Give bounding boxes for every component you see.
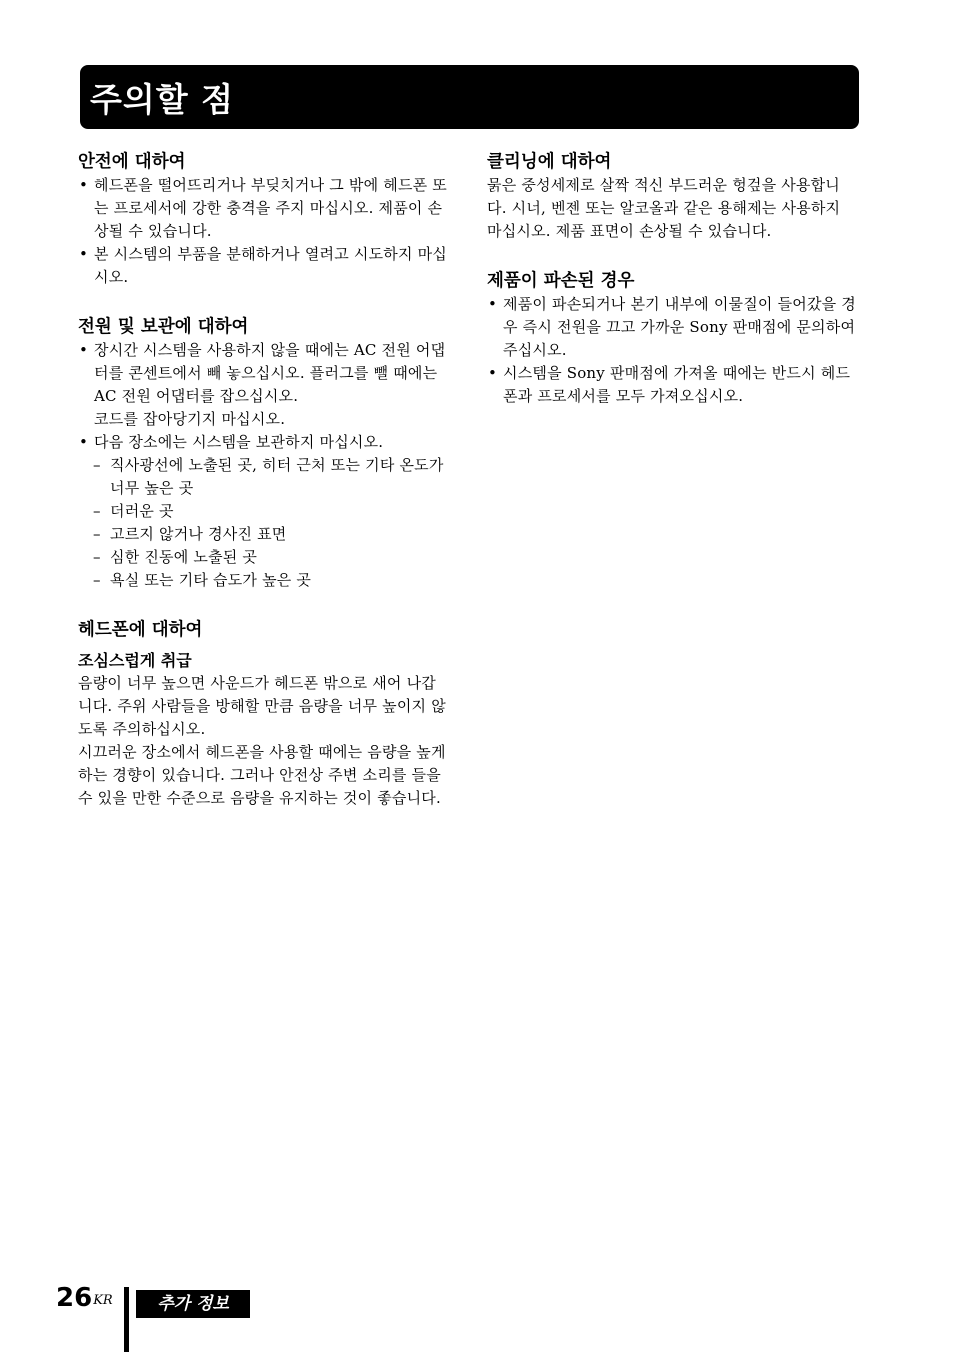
cleaning-paragraph: 묽은 중성세제로 살짝 적신 부드러운 헝겊을 사용합니다. 시너, 벤젠 또는 알코올과 같은 용해제는 사용하지 마십시오. 제품 표면이 손상될 수 있습니다. <box>487 176 841 240</box>
damage-heading: 제품이 파손된 경우 <box>487 271 635 291</box>
title-bar <box>80 65 859 129</box>
section-label: 추가 정보 <box>136 1290 250 1318</box>
headphones-paragraph-2: 시끄러운 장소에서 헤드폰을 사용할 때에는 음량을 높게 하는 경향이 있습니다. 그러나 안전상 주변 소리를 들을 수 있을 만한 수준으로 음량을 유지하는 것이 좋습니다. <box>78 743 446 807</box>
list-item <box>78 339 450 431</box>
safety-heading: 안전에 대하여 <box>78 152 186 172</box>
bullet-text: 장시간 시스템을 사용하지 않을 때에는 AC 전원 어댑터를 콘센트에서 빼 놓으십시오. 플러그를 뺄 때에는 AC 전원 어댑터를 잡으십시오. <box>94 341 446 405</box>
power-storage-heading: 전원 및 보관에 대하여 <box>78 317 249 337</box>
headphones-paragraph-1: 음량이 너무 높으면 사운드가 헤드폰 밖으로 새어 나갑니다. 주위 사람들을 방해할 만큼 음량을 너무 높이지 않도록 주의하십시오. <box>78 674 446 738</box>
power-storage-section <box>78 315 450 592</box>
safety-bullets <box>78 174 450 289</box>
list-item: • 헤드폰을 떨어뜨리거나 부딪치거나 그 밖에 헤드폰 또는 프로세서에 강한 충격을 주지 마십시오. 제품이 손상될 수 있습니다. <box>78 174 450 243</box>
headphones-heading: 헤드폰에 대하여 <box>78 620 203 640</box>
bullet-extra-text: 코드를 잡아당기지 마십시오. <box>94 410 286 428</box>
damage-section <box>487 269 859 408</box>
right-column <box>487 150 859 434</box>
list-item: – 직사광선에 노출된 곳, 히터 근처 또는 기타 온도가 너무 높은 곳 <box>78 454 450 500</box>
list-item: – 욕실 또는 기타 습도가 높은 곳 <box>78 569 450 592</box>
list-item: • 본 시스템의 부품을 분해하거나 열려고 시도하지 마십시오. <box>78 243 450 289</box>
damage-bullets <box>487 293 859 408</box>
list-item: • 다음 장소에는 시스템을 보관하지 마십시오. <box>78 431 450 454</box>
footer-divider <box>124 1287 129 1352</box>
page-title: 주의할 점 <box>90 79 235 119</box>
page-number-suffix: KR <box>93 1293 113 1308</box>
page-number-value: 26 <box>56 1283 93 1313</box>
list-item: – 더러운 곳 <box>78 500 450 523</box>
list-item: – 고르지 않거나 경사진 표면 <box>78 523 450 546</box>
cleaning-section <box>487 150 859 243</box>
headphones-section <box>78 618 450 810</box>
list-item: • 시스템을 Sony 판매점에 가져올 때에는 반드시 헤드폰과 프로세서를 모두 가져오십시오. <box>487 362 859 408</box>
cleaning-heading: 클리닝에 대하여 <box>487 152 612 172</box>
storage-places-list <box>78 454 450 592</box>
left-column <box>78 150 450 836</box>
safety-section <box>78 150 450 289</box>
handle-with-care-subheading: 조심스럽게 취급 <box>78 651 192 670</box>
list-item: • 제품이 파손되거나 본기 내부에 이물질이 들어갔을 경우 즉시 전원을 끄고 가까운 Sony 판매점에 문의하여 주십시오. <box>487 293 859 362</box>
page-number <box>56 1282 113 1314</box>
power-storage-bullets <box>78 339 450 454</box>
list-item: – 심한 진동에 노출된 곳 <box>78 546 450 569</box>
